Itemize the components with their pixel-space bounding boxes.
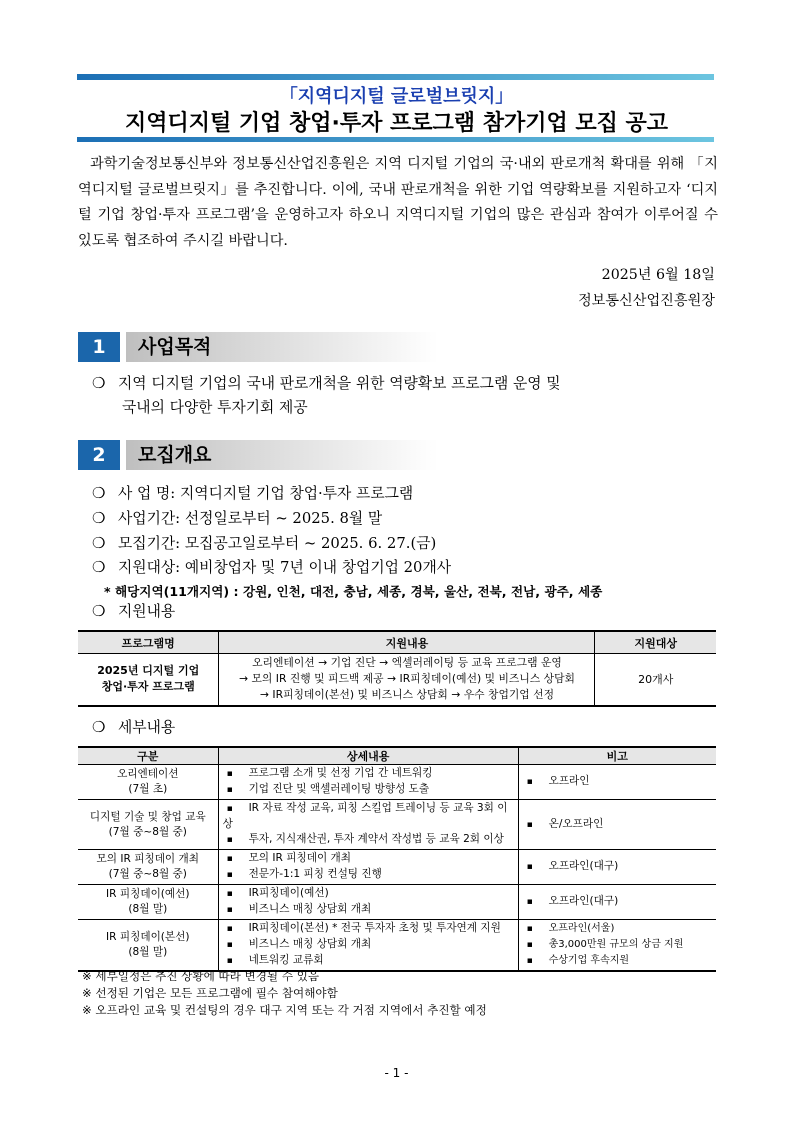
overview-item xyxy=(92,507,722,531)
footnote: ※ 세부일정은 추진 상황에 따라 변경될 수 있음 xyxy=(82,969,320,983)
content-line: → 모의 IR 진행 및 피드백 제공 → IR피칭데이(예선) 및 비즈니스 상담회 xyxy=(238,672,575,686)
overview-text: 사 업 명: 지역디지털 기업 창업·투자 프로그램 xyxy=(118,485,414,502)
detail-label-item xyxy=(92,716,722,740)
overview-item xyxy=(92,532,722,556)
support-content-cell xyxy=(219,654,595,706)
row-notes: ▪ 온/오프라인 xyxy=(518,800,716,850)
table-header: 비고 xyxy=(518,747,716,765)
table-header: 구분 xyxy=(78,747,218,765)
page-title: 지역디지털 기업 창업·투자 프로그램 참가기업 모집 공고 xyxy=(124,111,669,136)
program-name-line: 2025년 디지털 기업 xyxy=(97,664,200,678)
footnote: ※ 선정된 기업은 모든 프로그램에 필수 참여해야함 xyxy=(82,986,338,1000)
circle-bullet-icon: ❍ xyxy=(92,485,106,502)
regions-note: * 해당지역(11개지역) : 강원, 인천, 대전, 충남, 세종, 경북, 울산, 전북, 전남, 광주, 세종 xyxy=(104,584,603,599)
circle-bullet-icon: ❍ xyxy=(92,559,106,576)
table-row xyxy=(78,800,716,850)
footnotes xyxy=(82,968,487,1019)
program-subtitle: 「지역디지털 글로벌브릿지」 xyxy=(279,86,514,107)
section-header-purpose xyxy=(78,332,438,362)
target-cell: 20개사 xyxy=(595,654,716,706)
section-title: 모집개요 xyxy=(126,440,438,470)
row-details: ▪ 프로그램 소개 및 선정 기업 간 네트워킹 ▪ 기업 진단 및 액셀러레이팅 방향성 도출 xyxy=(218,765,518,800)
row-details: ▪ IR피칭데이(본선) * 전국 투자자 초청 및 투자연계 지원 ▪ 비즈니스 매칭 상담회 개최 ▪ 네트워킹 교류회 xyxy=(218,920,518,972)
issuer-name: 정보통신산업진흥원장 xyxy=(577,293,715,309)
circle-bullet-icon: ❍ xyxy=(92,375,106,392)
circle-bullet-icon: ❍ xyxy=(92,719,106,736)
row-notes: ▪ 오프라인 xyxy=(518,765,716,800)
bottom-rule xyxy=(77,137,714,142)
overview-item xyxy=(92,482,722,506)
row-name: 오리엔테이션 (7월 초) xyxy=(78,765,218,800)
row-details: ▪ IR 자료 작성 교육, 피칭 스킬업 트레이닝 등 교육 3회 이상 ▪ 투자, 지식재산권, 투자 계약서 작성법 등 교육 2회 이상 xyxy=(218,800,518,850)
purpose-item xyxy=(92,372,722,420)
row-details: ▪ IR피칭데이(예선) ▪ 비즈니스 매칭 상담회 개최 xyxy=(218,885,518,920)
circle-bullet-icon: ❍ xyxy=(92,535,106,552)
intro-paragraph xyxy=(78,152,718,254)
top-rule xyxy=(77,74,714,80)
row-name: IR 피칭데이(본선) (8월 말) xyxy=(78,920,218,972)
overview-text: 사업기간: 선정일로부터 ~ 2025. 8월 말 xyxy=(118,510,383,527)
footnote: ※ 오프라인 교육 및 컨설팅의 경우 대구 지역 또는 각 거점 지역에서 추진할 예정 xyxy=(82,1003,487,1017)
section-header-overview xyxy=(78,440,438,470)
table-row xyxy=(78,850,716,885)
detail-table xyxy=(78,746,716,972)
issuer-block xyxy=(578,262,715,314)
purpose-line-1: 지역 디지털 기업의 국내 판로개척을 위한 역량확보 프로그램 운영 및 xyxy=(118,375,561,392)
section-number: 2 xyxy=(78,440,120,470)
overview-item xyxy=(92,556,722,580)
table-header: 프로그램명 xyxy=(78,631,219,654)
circle-bullet-icon: ❍ xyxy=(92,603,106,620)
content-line: 오리엔테이션 → 기업 진단 → 엑셀러레이팅 등 교육 프로그램 운영 xyxy=(252,656,562,670)
table-header: 지원대상 xyxy=(595,631,716,654)
row-name: IR 피칭데이(예선) (8월 말) xyxy=(78,885,218,920)
table-header: 상세내용 xyxy=(218,747,518,765)
table-header: 지원내용 xyxy=(219,631,595,654)
circle-bullet-icon: ❍ xyxy=(92,510,106,527)
row-notes: ▪ 오프라인(서울) ▪ 총3,000만원 규모의 상금 지원 ▪ 수상기업 후속지원 xyxy=(518,920,716,972)
support-table xyxy=(78,630,716,707)
support-label: 지원내용 xyxy=(118,603,176,620)
support-label-item xyxy=(92,600,722,624)
overview-text: 모집기간: 모집공고일로부터 ~ 2025. 6. 27.(금) xyxy=(118,535,437,552)
program-name-line: 창업·투자 프로그램 xyxy=(101,680,195,694)
page-number: - 1 - xyxy=(384,1066,409,1080)
row-name: 모의 IR 피칭데이 개최 (7월 중~8월 중) xyxy=(78,850,218,885)
row-notes: ▪ 오프라인(대구) xyxy=(518,885,716,920)
row-notes: ▪ 오프라인(대구) xyxy=(518,850,716,885)
table-row xyxy=(78,920,716,972)
overview-text: 지원대상: 예비창업자 및 7년 이내 창업기업 20개사 xyxy=(118,559,452,576)
section-title: 사업목적 xyxy=(126,332,438,362)
table-row xyxy=(78,765,716,800)
content-line: → IR피칭데이(본선) 및 비즈니스 상담회 → 우수 창업기업 선정 xyxy=(259,688,555,702)
program-name-cell xyxy=(78,654,219,706)
detail-label: 세부내용 xyxy=(118,719,176,736)
issue-date: 2025년 6월 18일 xyxy=(601,267,715,283)
section-number: 1 xyxy=(78,332,120,362)
intro-text: 과학기술정보통신부와 정보통신산업진흥원은 지역 디지털 기업의 국·내외 판로개척 확대를 위해 「지역디지털 글로벌브릿지」를 추진합니다. 이에, 국내 판로개척을 위한 기업 역량확보를 지원하고자 ‘디지털 기업 창업·투자 프로그램’을 운영하고자 하오니 지역디지털 기업의 많은 관심과 참여가 이루어질 수 있도록 협조하여 주시길 바랍니다. xyxy=(78,156,718,249)
row-name: 디지털 기술 및 창업 교육 (7월 중~8월 중) xyxy=(78,800,218,850)
row-details: ▪ 모의 IR 피칭데이 개최 ▪ 전문가-1:1 피칭 컨설팅 진행 xyxy=(218,850,518,885)
table-row xyxy=(78,885,716,920)
purpose-line-2: 국내의 다양한 투자기회 제공 xyxy=(122,399,308,416)
